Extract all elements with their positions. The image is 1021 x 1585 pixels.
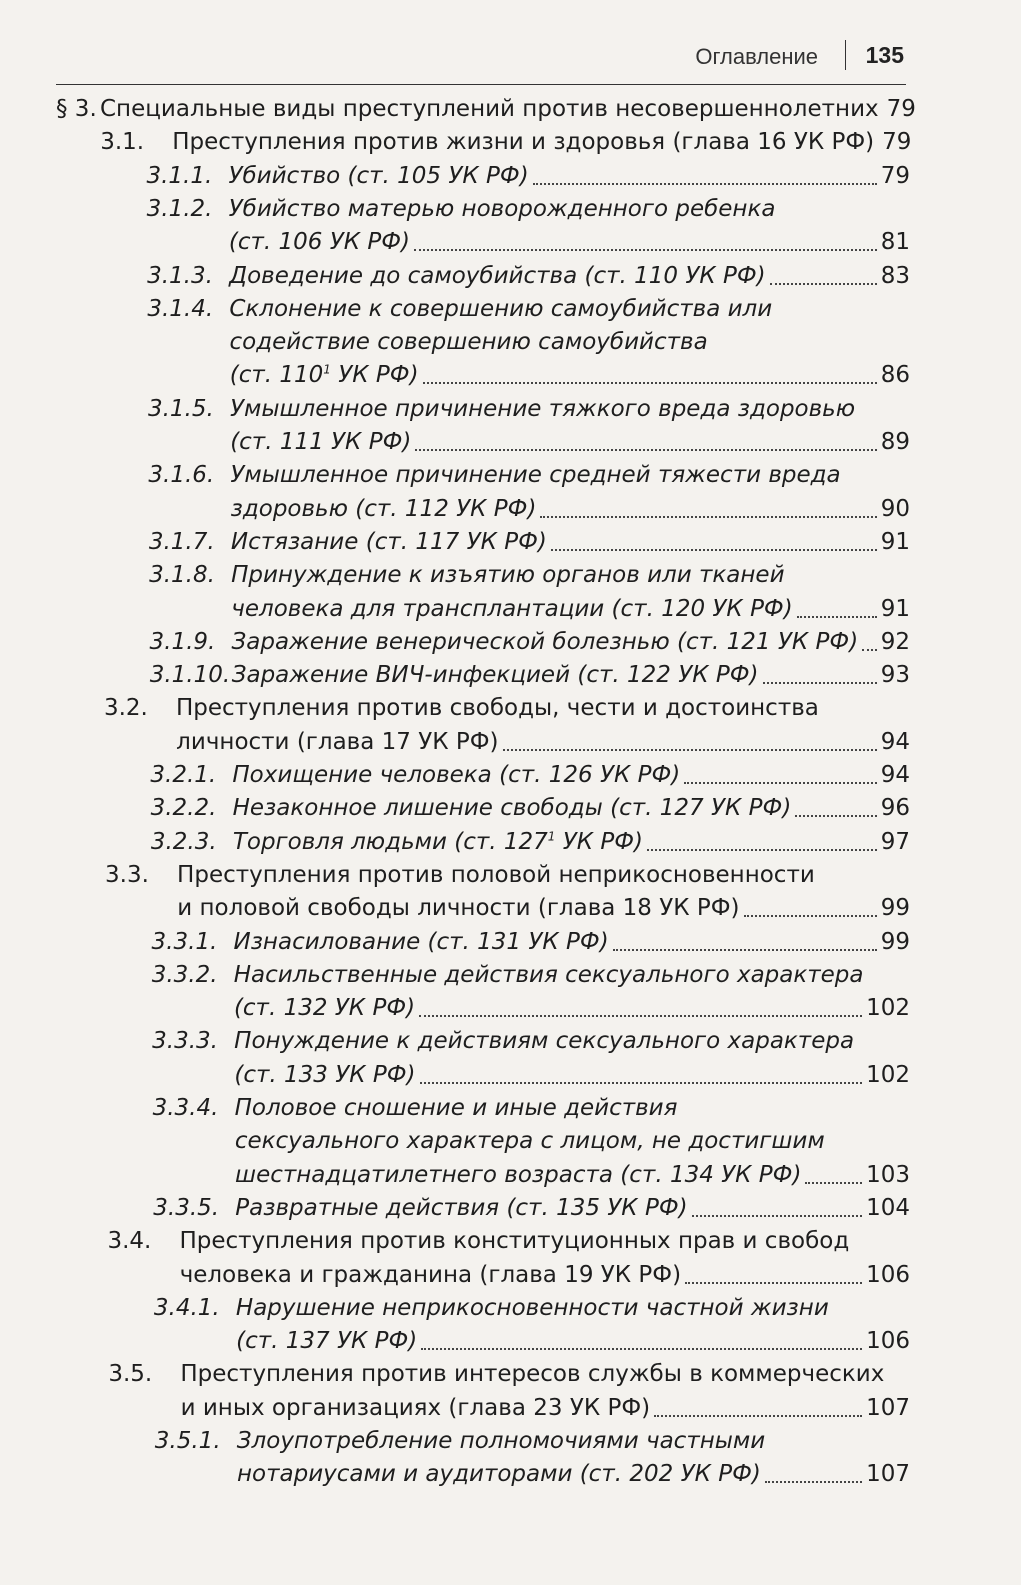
toc-entry-number: § 3. xyxy=(56,96,97,122)
toc-entry-page: 91 xyxy=(880,528,910,555)
toc-line xyxy=(0,192,1021,226)
toc-line xyxy=(0,925,1021,959)
toc-entry-page: 83 xyxy=(880,262,910,289)
toc-entry-leader xyxy=(233,791,910,825)
toc-entry-leader xyxy=(230,425,910,459)
toc-entry-page: 106 xyxy=(866,1261,910,1288)
toc-entry-title: личности (глава 17 УК РФ) xyxy=(176,728,499,755)
toc-entry-title: Половое сношение и иные действия xyxy=(234,1095,678,1121)
dot-leader xyxy=(744,915,877,917)
toc-line xyxy=(0,1291,1021,1325)
toc-line xyxy=(0,292,1021,326)
toc-line xyxy=(0,1391,1021,1425)
toc-entry-page: 96 xyxy=(880,795,910,822)
dot-leader xyxy=(765,1481,862,1483)
toc-entry-number: 3.1.5. xyxy=(147,395,214,422)
toc-entry-title: Незаконное лишение свободы (ст. 127 УК РФ) xyxy=(232,795,792,822)
toc-entry-title: Умышленное причинение тяжкого вреда здоровью xyxy=(229,395,856,422)
toc-entry-page: 79 xyxy=(882,129,912,156)
toc-entry-number: 3.4.1. xyxy=(153,1294,220,1321)
toc-entry-leader xyxy=(235,1191,910,1225)
dot-leader xyxy=(419,1015,862,1017)
toc-line xyxy=(0,658,1021,692)
toc-line xyxy=(0,558,1021,592)
dot-leader xyxy=(423,382,877,384)
toc-entry-title: Доведение до самоубийства (ст. 110 УК РФ) xyxy=(229,262,766,289)
toc-line xyxy=(0,1224,1021,1258)
toc-entry-title: Преступления против конституционных прав и свобод xyxy=(179,1228,850,1255)
toc-line xyxy=(0,691,1021,725)
toc-entry-leader xyxy=(231,492,910,526)
toc-entry-title: шестнадцатилетнего возраста (ст. 134 УК РФ) xyxy=(235,1161,802,1188)
toc-entry-title: Преступления против интересов службы в коммерческих xyxy=(180,1361,885,1388)
toc-line xyxy=(0,225,1021,259)
dot-leader xyxy=(692,1215,862,1217)
toc-entry-title: Насильственные действия сексуального характера xyxy=(233,961,864,988)
toc-entry-leader xyxy=(228,159,910,193)
toc-entry-number: 3.3. xyxy=(105,861,149,888)
dot-leader xyxy=(414,249,877,251)
toc-entry-leader xyxy=(233,825,910,859)
toc-entry-number: 3.1. xyxy=(100,129,145,156)
toc-entry-leader xyxy=(232,758,910,792)
toc-entry-leader xyxy=(231,592,910,626)
toc-entry-title: здоровью (ст. 112 УК РФ) xyxy=(230,495,537,522)
toc-entry-page: 94 xyxy=(880,762,910,788)
toc-entry-title: Понуждение к действиям сексуального характера xyxy=(234,1028,855,1055)
dot-leader xyxy=(763,682,877,684)
dot-leader xyxy=(421,1348,862,1350)
toc-entry-title: Преступления против жизни и здоровья (глава 16 УК РФ) xyxy=(172,129,875,156)
dot-leader xyxy=(805,1182,862,1184)
toc-entry-leader xyxy=(172,125,910,159)
toc-line xyxy=(0,92,1021,126)
toc-line xyxy=(0,492,1021,526)
toc-entry-number: 3.3.1. xyxy=(151,928,218,955)
header-title: Оглавление xyxy=(695,44,818,69)
toc-entry-title: Преступления против половой неприкосновенности xyxy=(177,861,815,888)
toc-entry-title: (ст. 106 УК РФ) xyxy=(228,229,411,256)
toc-entry-title: (ст. 137 УК РФ) xyxy=(236,1328,418,1355)
toc-entry-page: 106 xyxy=(866,1328,910,1355)
toc-entry-title: и иных организациях (глава 23 УК РФ) xyxy=(180,1394,651,1421)
toc-entry-number: 3.5.1. xyxy=(154,1428,221,1454)
dot-leader xyxy=(685,1282,862,1284)
toc-entry-leader xyxy=(236,1324,910,1358)
dot-leader xyxy=(795,815,876,817)
page-number: 135 xyxy=(865,42,904,68)
toc-line xyxy=(0,625,1021,659)
dot-leader xyxy=(613,949,877,951)
toc-line xyxy=(0,1424,1021,1458)
toc-entry-title: (ст. 132 УК РФ) xyxy=(233,995,416,1022)
toc-entry-title: (ст. 111 УК РФ) xyxy=(230,429,412,455)
toc-line xyxy=(0,1324,1021,1358)
toc-line xyxy=(0,1058,1021,1092)
toc-entry-title: нотариусами и аудиторами (ст. 202 УК РФ) xyxy=(237,1461,761,1488)
dot-leader xyxy=(551,549,877,551)
toc-line xyxy=(0,425,1021,459)
dot-leader xyxy=(770,283,877,285)
toc-entry-title: Истязание (ст. 117 УК РФ) xyxy=(230,528,547,555)
toc-line xyxy=(0,125,1021,159)
toc-entry-number: 3.2.1. xyxy=(150,762,217,788)
toc-entry-number: 3.2. xyxy=(103,695,148,722)
toc-entry-title: и половой свободы личности (глава 18 УК РФ) xyxy=(177,895,740,922)
toc-entry-number: 3.3.2. xyxy=(151,961,218,988)
toc-entry-number: 3.1.10. xyxy=(149,662,231,689)
toc-line xyxy=(0,858,1021,892)
toc-entry-leader xyxy=(237,1457,910,1491)
toc-line xyxy=(0,1191,1021,1225)
toc-entry-title: (ст. 133 УК РФ) xyxy=(234,1061,416,1088)
toc-entry-title: Умышленное причинение средней тяжести вреда xyxy=(230,462,841,489)
toc-entry-page: 90 xyxy=(880,495,910,522)
toc-entry-page: 94 xyxy=(880,728,910,755)
toc-line xyxy=(0,1457,1021,1491)
toc-entry-title: человека и гражданина (глава 19 УК РФ) xyxy=(179,1261,682,1288)
toc-entry-title: человека для трансплантации (ст. 120 УК РФ) xyxy=(231,595,793,622)
toc-line xyxy=(0,958,1021,992)
toc-entry-leader xyxy=(235,1158,910,1192)
toc-line xyxy=(0,1024,1021,1058)
toc-entry-title: Специальные виды преступлений против несовершеннолетних xyxy=(100,96,879,122)
dot-leader xyxy=(533,183,877,185)
toc-entry-number: 3.3.4. xyxy=(152,1095,219,1121)
toc-line xyxy=(0,159,1021,193)
toc-entry-title: Развратные действия (ст. 135 УК РФ) xyxy=(235,1194,688,1221)
toc-entry-title: Заражение ВИЧ-инфекцией (ст. 122 УК РФ) xyxy=(231,662,759,689)
toc-entry-title: Заражение венерической болезнью (ст. 121 УК РФ) xyxy=(231,628,859,655)
toc-entry-page: 79 xyxy=(880,162,910,189)
toc-line xyxy=(0,525,1021,559)
toc-entry-page: 86 xyxy=(880,362,910,389)
toc-entry-title: содействие совершению самоубийства xyxy=(229,329,708,356)
toc-line xyxy=(0,891,1021,925)
toc-line xyxy=(0,1357,1021,1391)
toc-entry-number: 3.1.4. xyxy=(147,295,214,322)
dot-leader xyxy=(684,782,876,784)
toc-line xyxy=(0,259,1021,293)
toc-entry-title: сексуального характера с лицом, не достигшим xyxy=(234,1128,825,1155)
toc-entry-number: 3.1.6. xyxy=(148,462,215,489)
toc-entry-page: 99 xyxy=(880,895,910,922)
toc-line xyxy=(0,825,1021,859)
toc-entry-page: 99 xyxy=(880,928,910,955)
toc-entry-leader xyxy=(180,1258,910,1292)
toc-entry-leader xyxy=(234,991,910,1025)
toc-line xyxy=(0,358,1021,392)
dot-leader xyxy=(647,849,877,851)
toc-entry-leader xyxy=(231,525,910,559)
toc-entry-leader xyxy=(232,625,910,659)
toc-entry-leader xyxy=(230,358,910,392)
toc-entry-number: 3.1.9. xyxy=(149,628,216,655)
toc-entry-page: 103 xyxy=(866,1161,910,1188)
toc-entry-title: Торговля людьми (ст. $127^1$ УК РФ) xyxy=(232,828,644,855)
toc-line xyxy=(0,791,1021,825)
toc-entry-leader xyxy=(229,225,910,259)
toc-line xyxy=(0,725,1021,759)
toc-entry-leader xyxy=(176,725,910,759)
toc-line xyxy=(0,758,1021,792)
toc-entry-title: Принуждение к изъятию органов или тканей xyxy=(231,562,785,589)
toc-entry-page: 89 xyxy=(880,429,910,455)
toc-entry-title: Нарушение неприкосновенности частной жизни xyxy=(235,1294,829,1321)
toc-entry-page: 102 xyxy=(866,995,910,1022)
toc-entry-number: 3.1.1. xyxy=(146,162,213,189)
toc-line xyxy=(0,592,1021,626)
dot-leader xyxy=(420,1082,863,1084)
dot-leader xyxy=(415,449,876,451)
toc-line xyxy=(0,1258,1021,1292)
toc-entry-title: Злоупотребление полномочиями частными xyxy=(236,1428,766,1454)
toc-entry-page: 102 xyxy=(866,1061,910,1088)
toc-entry-number: 3.1.7. xyxy=(148,528,215,555)
dot-leader xyxy=(540,516,876,518)
toc-line xyxy=(0,1158,1021,1192)
toc-entry-page: 107 xyxy=(866,1461,910,1488)
toc-entry-number: 3.2.3. xyxy=(150,828,217,855)
toc-entry-title: Убийство (ст. 105 УК РФ) xyxy=(228,162,529,189)
toc-entry-page: 107 xyxy=(866,1394,910,1421)
toc-entry-number: 3.1.8. xyxy=(149,562,215,589)
toc-entry-title: Изнасилование (ст. 131 УК РФ) xyxy=(233,928,609,955)
dot-leader xyxy=(654,1415,862,1417)
toc-entry-page: 91 xyxy=(880,595,910,622)
toc-entry-page: 104 xyxy=(866,1194,910,1221)
toc-entry-page: 93 xyxy=(880,662,910,689)
toc-entry-number: 3.4. xyxy=(107,1228,152,1255)
toc-entry-title: (ст. $110^1$ УК РФ) xyxy=(229,362,419,389)
toc-entry-number: 3.3.5. xyxy=(153,1194,220,1221)
toc-entry-number: 3.3.3. xyxy=(152,1028,218,1055)
toc-entry-page: 97 xyxy=(880,828,910,855)
toc-entry-leader xyxy=(100,92,916,126)
toc-entry-number: 3.5. xyxy=(108,1361,153,1388)
toc-entry-leader xyxy=(177,891,910,925)
dot-leader xyxy=(797,616,877,618)
toc-entry-title: Похищение человека (ст. 126 УК РФ) xyxy=(232,762,681,788)
toc-line xyxy=(0,458,1021,492)
toc-entry-number: 3.1.3. xyxy=(147,262,213,289)
toc-entry-title: Преступления против свободы, чести и достоинства xyxy=(175,695,819,722)
toc-line xyxy=(0,1091,1021,1125)
toc-entry-page: 92 xyxy=(880,628,910,655)
toc-entry-title: Убийство матерью новорожденного ребенка xyxy=(228,195,776,222)
toc-entry-number: 3.1.2. xyxy=(146,195,213,222)
toc-entry-leader xyxy=(229,259,910,293)
toc-line xyxy=(0,325,1021,359)
toc-entry-page: 79 xyxy=(886,96,916,122)
toc-entry-leader xyxy=(234,1058,910,1092)
toc-entry-leader xyxy=(232,658,910,692)
toc-entry-page: 81 xyxy=(880,229,910,256)
toc-entry-number: 3.2.2. xyxy=(150,795,217,822)
toc-line xyxy=(0,392,1021,426)
toc-line xyxy=(0,991,1021,1025)
toc-line xyxy=(0,1124,1021,1158)
dot-leader xyxy=(862,649,877,651)
toc-entry-title: Склонение к совершению самоубийства или xyxy=(229,295,773,322)
toc-entry-leader xyxy=(234,925,911,959)
dot-leader xyxy=(503,749,877,751)
toc-entry-leader xyxy=(181,1391,910,1425)
